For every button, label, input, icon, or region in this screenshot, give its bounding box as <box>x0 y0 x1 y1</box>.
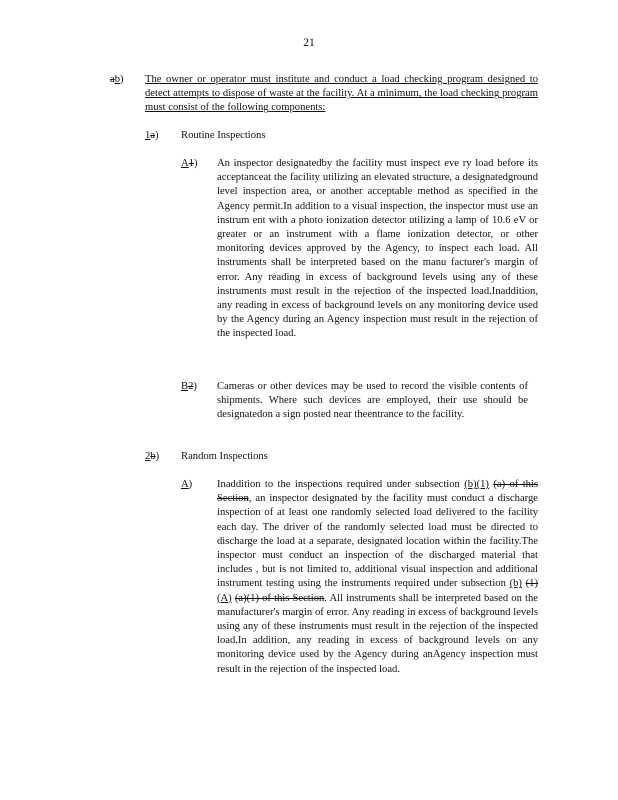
item1-struck: a <box>150 130 155 141</box>
item1-subB-text: Cameras or other devices may be used to record the visible contents of shipments. Where such devices are employed, their use should be designatedon a sign posted near theentrance to the facility. <box>217 381 528 421</box>
item1-subA-close: ) <box>193 158 198 169</box>
item1-subA-label <box>181 157 197 171</box>
item1-subA-del: 1 <box>188 158 194 169</box>
item1-heading: Routine Inspections <box>181 130 266 141</box>
item2-num: 2 <box>145 451 151 462</box>
item2-subA-ins: A <box>181 479 189 490</box>
section-label-close: ) <box>120 74 124 85</box>
item2-close: ) <box>155 451 160 462</box>
section-b-label <box>110 73 124 87</box>
item2-ref2-ins2: (A) <box>217 592 232 604</box>
item2-label <box>145 450 159 464</box>
item2-ref2-ins: (b) <box>509 578 522 590</box>
item1-subA-text: An inspector designatedby the facility must inspect eve ry load before its acceptanceat the facility utilizing an elevated structure, a designatedground level inspection area, or another acceptable method as specified in the Agency permit.In addition to a visual inspection, the inspector must use an instrum ent with a photo ionization detector utilizing a lamp of 10.6 eV or greater or an instrument with a flame ionization detector, or other monitoring devices approved by the Agency, to inspect each load. All instruments shall be interpreted based on the manu facturer's margin of error. Any reading in excess of background levels using any of these instruments must result in the rejection of the inspected load.Inaddition, any reading in excess of background levels on any monitoring device used by the Agency during an Agency inspection must result in the rejection of the inspected load. <box>217 158 538 340</box>
item2-subA-close: ) <box>188 479 193 490</box>
item2-text-1: Inaddition to the inspections required under subsection <box>217 479 460 490</box>
item1-subB-ins: B <box>181 381 189 392</box>
item2-ref2-del1: (1) <box>525 578 539 590</box>
item1-subB-del: 2 <box>188 381 194 392</box>
item1-subB-close: ) <box>193 381 197 392</box>
item1-subA-ins: A <box>181 158 189 169</box>
item2-heading: Random Inspections <box>181 451 268 462</box>
item2-ref1-tail: (a) of this Section <box>217 479 539 505</box>
item2-ref1-ins: (b)(1) <box>464 479 489 490</box>
item1-label <box>145 129 159 143</box>
item2-subA-label <box>181 478 192 492</box>
item1-close: ) <box>155 130 159 141</box>
item2-ref2-del2: (a)(1) of this Section <box>234 592 325 604</box>
item2-text-2: , an inspector designated by the facility must conduct a discharge inspection of at least one randomly selected load delivered to the facility each day. The driver of the randomly selected load must be directed to discharge the load at a separate, designated location within the facility.The inspector must conduct an inspection of the discharged material that includes , but is not limited to, additional visual inspection and additional instrument testing using the instruments required under subsection <box>217 493 538 590</box>
item1-subB-label <box>181 380 197 394</box>
item2-text-3: . All instruments shall be interpreted based on the manufacturer's margin of error. Any reading in excess of background levels using any of these instruments must result in the rejection of the inspected load.In addition, any reading in excess of background levels on any monitoring device used by the Agency during anAgency inspection must result in the rejection of the inspected load. <box>217 592 538 675</box>
item2-struck: b <box>150 451 156 462</box>
section-label-inserted: b <box>114 74 120 85</box>
section-label-struck: a <box>110 74 115 85</box>
item1-num: 1 <box>145 130 151 141</box>
item2-subA-text <box>217 478 538 677</box>
section-b-intro: The owner or operator must institute and conduct a load checking program designed to detect attempts to dispose of waste at the facility. At a minimum, the load checking program must consist of the following components: <box>145 74 538 114</box>
page-number: 21 <box>303 37 315 49</box>
